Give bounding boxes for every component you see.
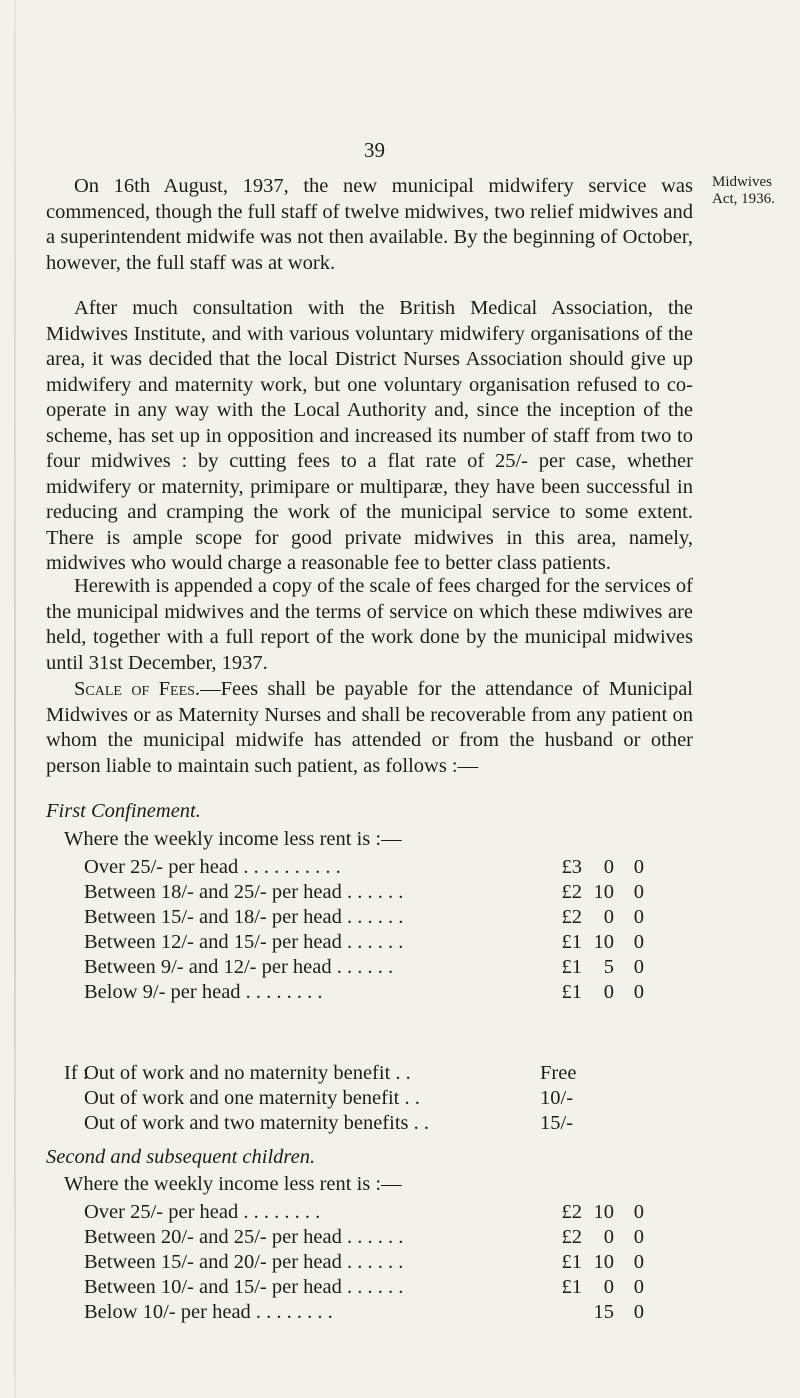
- benefit-row: [84, 1112, 644, 1136]
- fee-amount: [540, 1201, 644, 1225]
- fee-pounds: £2: [561, 1226, 582, 1248]
- fee-row: [84, 881, 644, 905]
- paragraph-4: [46, 677, 693, 779]
- fee-shillings: 0: [603, 906, 614, 928]
- fee-amount: [540, 906, 644, 930]
- fee-pounds: £2: [561, 881, 582, 903]
- benefit-fee-value: 15/-: [540, 1112, 574, 1134]
- fee-row: [84, 1301, 644, 1325]
- fee-row-label: Over 25/- per head . . . . . . . .: [84, 1201, 321, 1223]
- fee-pence: 0: [633, 956, 644, 978]
- fee-pounds: £1: [561, 981, 582, 1003]
- page-number: 39: [364, 138, 385, 162]
- second-children-heading: Second and subsequent children.: [46, 1146, 316, 1168]
- first-confinement-heading: First Confinement.: [46, 800, 201, 822]
- margin-note: [712, 174, 792, 208]
- fee-pounds: £2: [561, 1201, 582, 1223]
- scale-of-fees-heading: Scale of Fees.: [74, 678, 201, 700]
- fee-pence: 0: [633, 1301, 644, 1323]
- fee-amount: [540, 931, 644, 955]
- fee-pence: 0: [633, 906, 644, 928]
- fee-row-label: Between 15/- and 18/- per head . . . . . .: [84, 906, 404, 928]
- paragraph-1: On 16th August, 1937, the new municipal midwifery service was commenced, though the full staff of twelve midwives, two relief midwives and a superintendent midwife was not then available. By the beginning of October, however, the full staff was at work.: [46, 175, 693, 274]
- fee-row: [84, 981, 644, 1005]
- paragraph-3: Herewith is appended a copy of the scale of fees charged for the services of the municipal midwives and the terms of service on which these mdiwives are held, together with a full report of the work done by the municipal midwives until 31st December, 1937.: [46, 575, 693, 674]
- fee-pence: 0: [633, 1201, 644, 1223]
- margin-note-line-1: Midwives: [712, 174, 772, 190]
- fee-pence: 0: [633, 931, 644, 953]
- fee-pence: 0: [633, 1226, 644, 1248]
- fee-row-label: Between 20/- and 25/- per head . . . . . .: [84, 1226, 404, 1248]
- fee-amount: [540, 1251, 644, 1275]
- fee-row-label: Between 18/- and 25/- per head . . . . . .: [84, 881, 404, 903]
- benefit-row: [84, 1087, 644, 1111]
- fee-amount: [540, 881, 644, 905]
- benefit-row-label: Out of work and no maternity benefit . .: [84, 1062, 411, 1084]
- fee-row-label: Between 12/- and 15/- per head . . . . . .: [84, 931, 404, 953]
- benefit-fee: [540, 1062, 644, 1086]
- if-prefix: If :: [64, 1062, 89, 1084]
- fee-pounds: £3: [561, 856, 582, 878]
- fee-row-label: Between 15/- and 20/- per head . . . . . .: [84, 1251, 404, 1273]
- benefit-fee-value: Free: [540, 1062, 577, 1084]
- fee-amount: [540, 1301, 644, 1325]
- benefit-row-label: Out of work and two maternity benefits . .: [84, 1112, 430, 1134]
- fee-pence: 0: [633, 881, 644, 903]
- first-confinement-intro: Where the weekly income less rent is :—: [64, 828, 402, 850]
- benefit-row-label: Out of work and one maternity benefit . .: [84, 1087, 420, 1109]
- fee-row: [84, 1226, 644, 1250]
- fee-pence: 0: [633, 1276, 644, 1298]
- fee-row-label: Between 10/- and 15/- per head . . . . . .: [84, 1276, 404, 1298]
- fee-row: [84, 856, 644, 880]
- fee-row-label: Below 9/- per head . . . . . . . .: [84, 981, 323, 1003]
- margin-note-line-2: Act, 1936.: [712, 191, 775, 207]
- fee-pounds: £2: [561, 906, 582, 928]
- fee-amount: [540, 956, 644, 980]
- fee-amount: [540, 1276, 644, 1300]
- fee-shillings: 5: [603, 956, 614, 978]
- fee-row: [84, 931, 644, 955]
- fee-shillings: 0: [603, 1276, 614, 1298]
- fee-shillings: 10: [593, 881, 614, 903]
- scan-edge-line: [14, 0, 16, 1398]
- fee-pounds: £1: [561, 1251, 582, 1273]
- fee-shillings: 0: [603, 1226, 614, 1248]
- benefit-fee-value: 10/-: [540, 1087, 574, 1109]
- fee-row-label: Between 9/- and 12/- per head . . . . . .: [84, 956, 394, 978]
- benefit-fee: [540, 1087, 644, 1111]
- fee-row-label: Below 10/- per head . . . . . . . .: [84, 1301, 333, 1323]
- fee-amount: [540, 1226, 644, 1250]
- benefit-fee: [540, 1112, 644, 1136]
- fee-shillings: 10: [593, 931, 614, 953]
- fee-row: [84, 1201, 644, 1225]
- fee-amount: [540, 981, 644, 1005]
- fee-row-label: Over 25/- per head . . . . . . . . . .: [84, 856, 341, 878]
- fee-pounds: £1: [561, 931, 582, 953]
- fee-pounds: £1: [561, 1276, 582, 1298]
- fee-pence: 0: [633, 981, 644, 1003]
- fee-row: [84, 906, 644, 930]
- fee-row: [84, 956, 644, 980]
- fee-pence: 0: [633, 1251, 644, 1273]
- fee-shillings: 10: [593, 1201, 614, 1223]
- fee-row: [84, 1251, 644, 1275]
- fee-shillings: 0: [603, 856, 614, 878]
- paragraph-2: After much consultation with the British Medical Association, the Midwives Institute, and with various voluntary midwifery organisations of the area, it was decided that the local District Nurses Association should give up midwifery and maternity work, but one voluntary organisation refused to co-operate in any way with the Local Authority and, since the inception of the scheme, has set up in opposition and increased its number of staff from two to four midwives : by cutting fees to a flat rate of 25/- per case, whether midwifery or maternity, primipare or multiparæ, they have been successful in reducing and cramping the work of the municipal service to some extent. There is ample scope for good private midwives in this area, namely, midwives who would charge a reasonable fee to better class patients.: [46, 297, 693, 574]
- scale-of-fees-text: —Fees shall be payable for the attendance of Municipal Midwives or as Maternity Nurses and shall be recoverable from any patient on whom the municipal midwife has attended or from the husband or other person liable to maintain such patient, as follows :—: [46, 678, 694, 777]
- fee-row: [84, 1276, 644, 1300]
- second-children-intro: Where the weekly income less rent is :—: [64, 1173, 402, 1195]
- fee-amount: [540, 856, 644, 880]
- benefit-row: [84, 1062, 644, 1086]
- fee-shillings: 10: [593, 1251, 614, 1273]
- fee-pence: 0: [633, 856, 644, 878]
- fee-shillings: 15: [593, 1301, 614, 1323]
- fee-shillings: 0: [603, 981, 614, 1003]
- fee-pounds: £1: [561, 956, 582, 978]
